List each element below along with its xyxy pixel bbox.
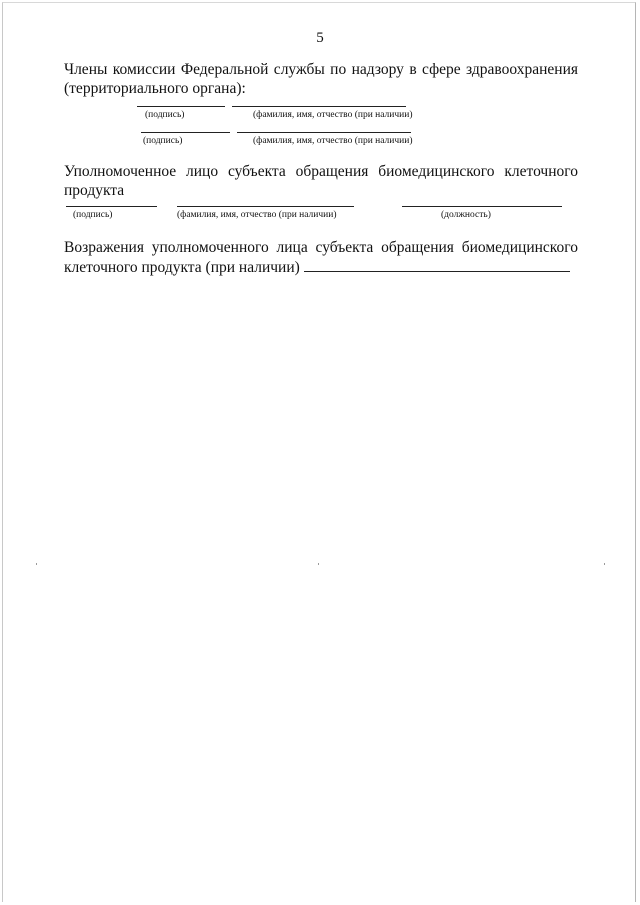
commission-signature-line-2 (141, 132, 230, 133)
commission-signature-caption-2: (подпись) (143, 136, 183, 146)
scan-speck (36, 563, 37, 565)
authorized-position-line (402, 206, 562, 207)
authorized-position-caption: (должность) (441, 210, 491, 220)
objections-line1: Возражения уполномоченного лица субъекта обращения биомедицинского (64, 239, 578, 256)
objections-line2-container (64, 257, 578, 277)
authorized-heading-line1: Уполномоченное лицо субъекта обращения биомедицинского клеточного (64, 163, 578, 180)
authorized-name-line (177, 206, 354, 207)
scan-speck (318, 563, 319, 565)
commission-heading-line1: Члены комиссии Федеральной службы по надзору в сфере здравоохранения (64, 61, 578, 78)
objections-fill-line (304, 257, 570, 272)
authorized-heading-line2: продукта (64, 182, 125, 199)
commission-name-caption-1: (фамилия, имя, отчество (при наличии) (253, 110, 413, 120)
commission-name-line-1 (232, 106, 406, 107)
commission-signature-caption-1: (подпись) (145, 110, 185, 120)
commission-signature-line-1 (137, 106, 225, 107)
authorized-name-caption: (фамилия, имя, отчество (при наличии) (177, 210, 337, 220)
authorized-signature-line (66, 206, 157, 207)
page-number: 5 (316, 30, 324, 46)
authorized-signature-caption: (подпись) (73, 210, 113, 220)
commission-name-caption-2: (фамилия, имя, отчество (при наличии) (253, 136, 413, 146)
objections-line2: клеточного продукта (при наличии) (64, 259, 300, 276)
commission-name-line-2 (237, 132, 411, 133)
commission-heading-line2: (территориального органа): (64, 80, 246, 97)
scan-speck (604, 563, 605, 565)
